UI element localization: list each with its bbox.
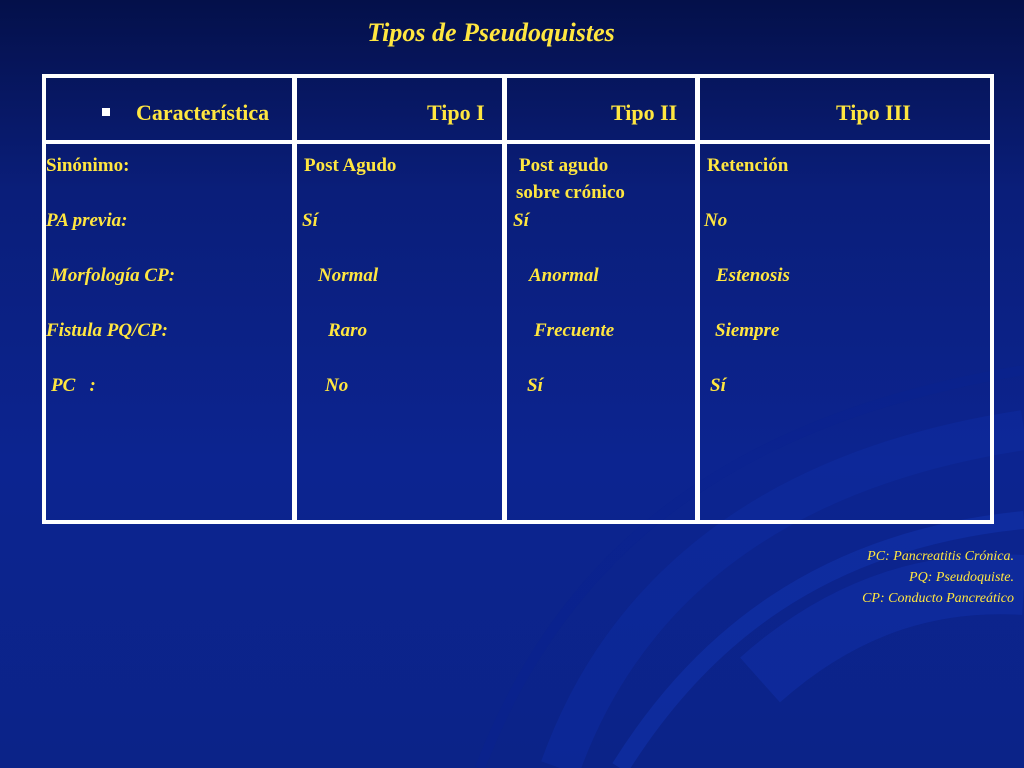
- cell-fistula-tipo1: Raro: [328, 320, 368, 341]
- row-label-sinonimo: Sinónimo:: [46, 155, 130, 176]
- slide-title: Tipos de Pseudoquistes: [367, 18, 615, 47]
- cell-fistula-tipo2: Frecuente: [534, 320, 615, 341]
- footnote-pc: PC: Pancreatitis Crónica.: [867, 549, 1014, 564]
- cell-morfologia-tipo1: Normal: [318, 265, 379, 286]
- cell-sinonimo-tipo3: Retención: [707, 155, 789, 176]
- header-tipo-2: Tipo II: [611, 100, 678, 125]
- header-tipo-3: Tipo III: [836, 100, 911, 125]
- cell-sinonimo-tipo2-line1: Post agudo: [519, 155, 609, 176]
- cell-pa-previa-tipo1: Sí: [302, 210, 318, 231]
- header-divider: [46, 140, 990, 144]
- row-label-pa-previa: PA previa:: [46, 210, 128, 231]
- footnote-cp: CP: Conducto Pancreático: [862, 591, 1014, 606]
- header-tipo-1: Tipo I: [427, 100, 485, 125]
- row-label-morfologia-cp: Morfología CP:: [51, 265, 176, 286]
- cell-pa-previa-tipo3: No: [704, 210, 728, 231]
- column-divider-1: [292, 78, 297, 520]
- pseudocyst-types-table: [42, 74, 994, 524]
- cell-pa-previa-tipo2: Sí: [513, 210, 529, 231]
- cell-sinonimo-tipo2-line2: sobre crónico: [516, 182, 625, 203]
- column-divider-3: [695, 78, 700, 520]
- square-bullet-icon: [102, 108, 110, 116]
- header-caracteristica: Característica: [136, 100, 270, 125]
- column-divider-2: [502, 78, 507, 520]
- cell-sinonimo-tipo1: Post Agudo: [304, 155, 397, 176]
- row-label-fistula: Fistula PQ/CP:: [46, 320, 168, 341]
- cell-fistula-tipo3: Siempre: [715, 320, 780, 341]
- cell-morfologia-tipo3: Estenosis: [716, 265, 790, 286]
- cell-pc-tipo3: Sí: [710, 375, 726, 396]
- cell-pc-tipo2: Sí: [527, 375, 543, 396]
- cell-morfologia-tipo2: Anormal: [529, 265, 599, 286]
- footnote-pq: PQ: Pseudoquiste.: [909, 570, 1014, 585]
- row-label-pc: PC :: [51, 375, 96, 396]
- cell-pc-tipo1: No: [325, 375, 349, 396]
